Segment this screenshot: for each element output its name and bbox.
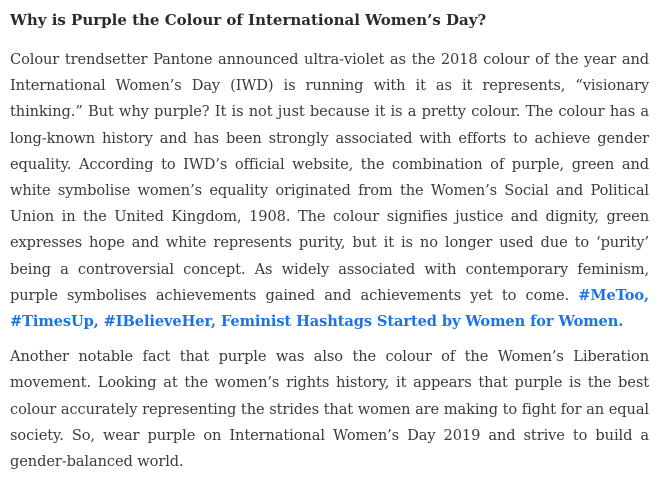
hashtag-article-link[interactable]: #MeToo, #TimesUp, #IBelieveHer, Feminist Hashtags Started by Women for Women. (10, 286, 649, 331)
article-paragraph-2: Another notable fact that purple was also the colour of the Women’s Liberation movement. Looking at the women’s rights history, it appears that purple is the best colour accurately representing the strides that women are making to fight for an equal society. So, wear purple on International Women’s Day 2019 and strive to build a gender-balanced world. (10, 348, 649, 471)
article-heading: Why is Purple the Colour of International Women’s Day? (10, 11, 487, 29)
article-paragraph-1 (10, 47, 649, 335)
paragraph-1-text: Colour trendsetter Pantone announced ultra-violet as the 2018 colour of the year and International Women’s Day (IWD) is running with it as it represents, “visionary thinking.” But why purple? It is not just because it is a pretty colour. The colour has a long-known history and has been strongly associated with efforts to achieve gender equality. According to IWD’s official website, the combination of purple, green and white symbolise women’s equality originated from the Women’s Social and Political Union in the United Kingdom, 1908. The colour signifies justice and dignity, green expresses hope and white represents purity, but it is no longer used due to ‘purity’ being a controversial concept. As widely associated with contemporary feminism, purple symbolises achievements gained and achievements yet to come. (10, 51, 649, 304)
